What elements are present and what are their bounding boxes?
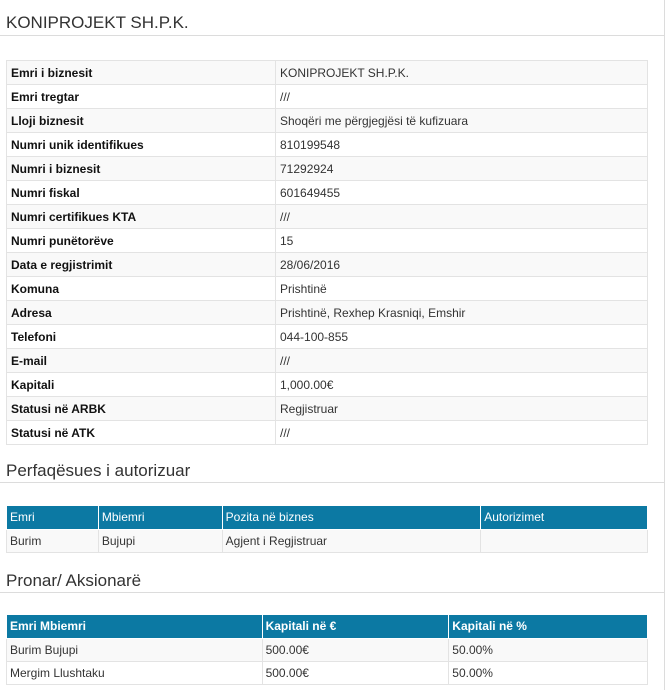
info-label: Kapitali <box>7 373 276 397</box>
info-label: Statusi në ATK <box>7 421 276 445</box>
info-value: Regjistruar <box>276 397 648 421</box>
info-row <box>7 325 648 349</box>
info-row <box>7 301 648 325</box>
info-value: 810199548 <box>276 133 648 157</box>
owners-title: Pronar/ Aksionarë <box>6 571 142 590</box>
info-row <box>7 109 648 133</box>
representatives-table <box>6 506 648 553</box>
info-label: Numri unik identifikues <box>7 133 276 157</box>
column-header: Emri <box>7 506 99 529</box>
table-cell: Agjent i Regjistruar <box>222 529 481 552</box>
table-cell: 500.00€ <box>262 638 449 661</box>
info-row <box>7 253 648 277</box>
representatives-divider <box>0 482 664 483</box>
info-row <box>7 157 648 181</box>
info-label: Numri certifikues KTA <box>7 205 276 229</box>
info-value: /// <box>276 85 648 109</box>
info-value: 601649455 <box>276 181 648 205</box>
column-header: Kapitali në % <box>449 615 648 638</box>
info-value: KONIPROJEKT SH.P.K. <box>276 61 648 85</box>
table-cell <box>481 529 648 552</box>
info-label: Lloji biznesit <box>7 109 276 133</box>
info-row <box>7 229 648 253</box>
info-row <box>7 277 648 301</box>
info-row <box>7 421 648 445</box>
info-label: Statusi në ARBK <box>7 397 276 421</box>
info-label: Numri i biznesit <box>7 157 276 181</box>
info-row <box>7 85 648 109</box>
info-value: 1,000.00€ <box>276 373 648 397</box>
column-header: Kapitali në € <box>262 615 449 638</box>
info-value: 28/06/2016 <box>276 253 648 277</box>
column-header: Pozita në biznes <box>222 506 481 529</box>
info-row <box>7 349 648 373</box>
info-label: Numri fiskal <box>7 181 276 205</box>
info-label: Adresa <box>7 301 276 325</box>
info-label: Emri tregtar <box>7 85 276 109</box>
title-divider <box>0 35 664 36</box>
info-label: Telefoni <box>7 325 276 349</box>
owners-table <box>6 615 648 685</box>
info-value: Prishtinë, Rexhep Krasniqi, Emshir <box>276 301 648 325</box>
table-cell: Mergim Llushtaku <box>7 661 263 684</box>
info-label: E-mail <box>7 349 276 373</box>
page-title: KONIPROJEKT SH.P.K. <box>6 13 189 32</box>
column-header: Emri Mbiemri <box>7 615 263 638</box>
info-label: Numri punëtorëve <box>7 229 276 253</box>
owners-divider <box>0 592 664 593</box>
info-row <box>7 61 648 85</box>
info-row <box>7 133 648 157</box>
representatives-title: Perfaqësues i autorizuar <box>6 461 191 480</box>
table-row <box>7 638 648 661</box>
info-value: 71292924 <box>276 157 648 181</box>
column-header: Mbiemri <box>98 506 222 529</box>
info-value: /// <box>276 421 648 445</box>
info-value: /// <box>276 349 648 373</box>
info-value: 044-100-855 <box>276 325 648 349</box>
info-value: Prishtinë <box>276 277 648 301</box>
table-cell: 50.00% <box>449 661 648 684</box>
info-row <box>7 205 648 229</box>
business-info-table <box>6 60 648 445</box>
info-label: Data e regjistrimit <box>7 253 276 277</box>
table-cell: 50.00% <box>449 638 648 661</box>
info-value: Shoqëri me përgjegjësi të kufizuara <box>276 109 648 133</box>
info-label: Komuna <box>7 277 276 301</box>
info-row <box>7 397 648 421</box>
info-value: /// <box>276 205 648 229</box>
table-cell: Burim Bujupi <box>7 638 263 661</box>
info-value: 15 <box>276 229 648 253</box>
info-label: Emri i biznesit <box>7 61 276 85</box>
info-row <box>7 373 648 397</box>
table-cell: 500.00€ <box>262 661 449 684</box>
page-right-border <box>664 0 665 690</box>
column-header: Autorizimet <box>481 506 648 529</box>
info-row <box>7 181 648 205</box>
table-row <box>7 661 648 684</box>
table-cell: Burim <box>7 529 99 552</box>
table-cell: Bujupi <box>98 529 222 552</box>
table-header-row <box>7 506 648 529</box>
table-row <box>7 529 648 552</box>
table-header-row <box>7 615 648 638</box>
